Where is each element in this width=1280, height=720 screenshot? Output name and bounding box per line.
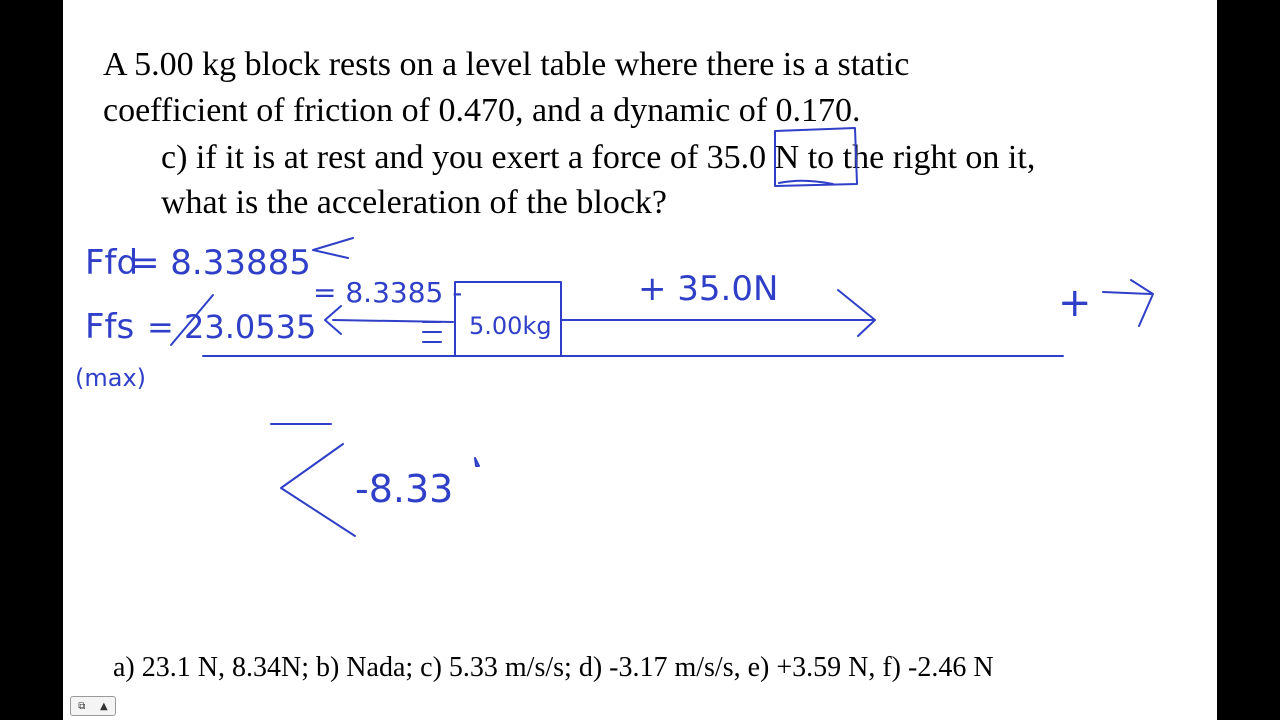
left-arrow-scribble-icon <box>281 444 355 536</box>
problem-line-2: coefficient of friction of 0.470, and a dynamic of 0.170. <box>103 92 861 129</box>
direction-sign: + <box>1058 280 1092 326</box>
pen-cursor-icon <box>475 458 479 466</box>
problem-line-1: A 5.00 kg block rests on a level table where there is a static <box>103 46 910 83</box>
page-icon[interactable]: ⧉ <box>78 700 86 712</box>
max-label: (max) <box>75 364 147 392</box>
equal-marks <box>423 322 441 342</box>
viewer-mini-toolbar <box>70 696 116 716</box>
problem-line-3-start: c) if it is at rest and you exert a force of <box>161 139 707 176</box>
friction-arrow-icon <box>325 306 453 334</box>
friction-on-diagram: = 8.3385 - <box>313 276 463 309</box>
ffs-strike <box>171 295 213 345</box>
answer-key: a) 23.1 N, 8.34N; b) Nada; c) 5.33 m/s/s; d) -3.17 m/s/s, e) +3.59 N, f) -2.46 N <box>113 652 994 683</box>
scroll-up-icon[interactable]: ▲ <box>100 700 108 712</box>
applied-force-arrow-icon <box>561 290 875 336</box>
problem-line-3-end: N to the right on it, <box>766 139 1036 176</box>
ffd-value: = 8.33885 <box>131 243 311 283</box>
problem-line-4: what is the acceleration of the block? <box>161 184 667 221</box>
block-box <box>455 282 561 356</box>
direction-arrow-icon <box>1103 280 1153 326</box>
slide-page <box>63 0 1217 720</box>
ffs-label: Ffs <box>85 307 135 347</box>
ffs-value: = 23.0535 <box>147 308 317 346</box>
ffd-arrow-icon <box>313 238 353 258</box>
block-label: 5.00kg <box>469 312 552 340</box>
ffd-label: Ffd <box>85 243 139 283</box>
boxed-force-value: 35.0 <box>706 139 767 176</box>
applied-force-label: + 35.0N <box>638 269 779 309</box>
problem-line-3 <box>161 141 1035 175</box>
force-underline <box>779 181 833 184</box>
net-value: -8.33 <box>355 467 454 511</box>
